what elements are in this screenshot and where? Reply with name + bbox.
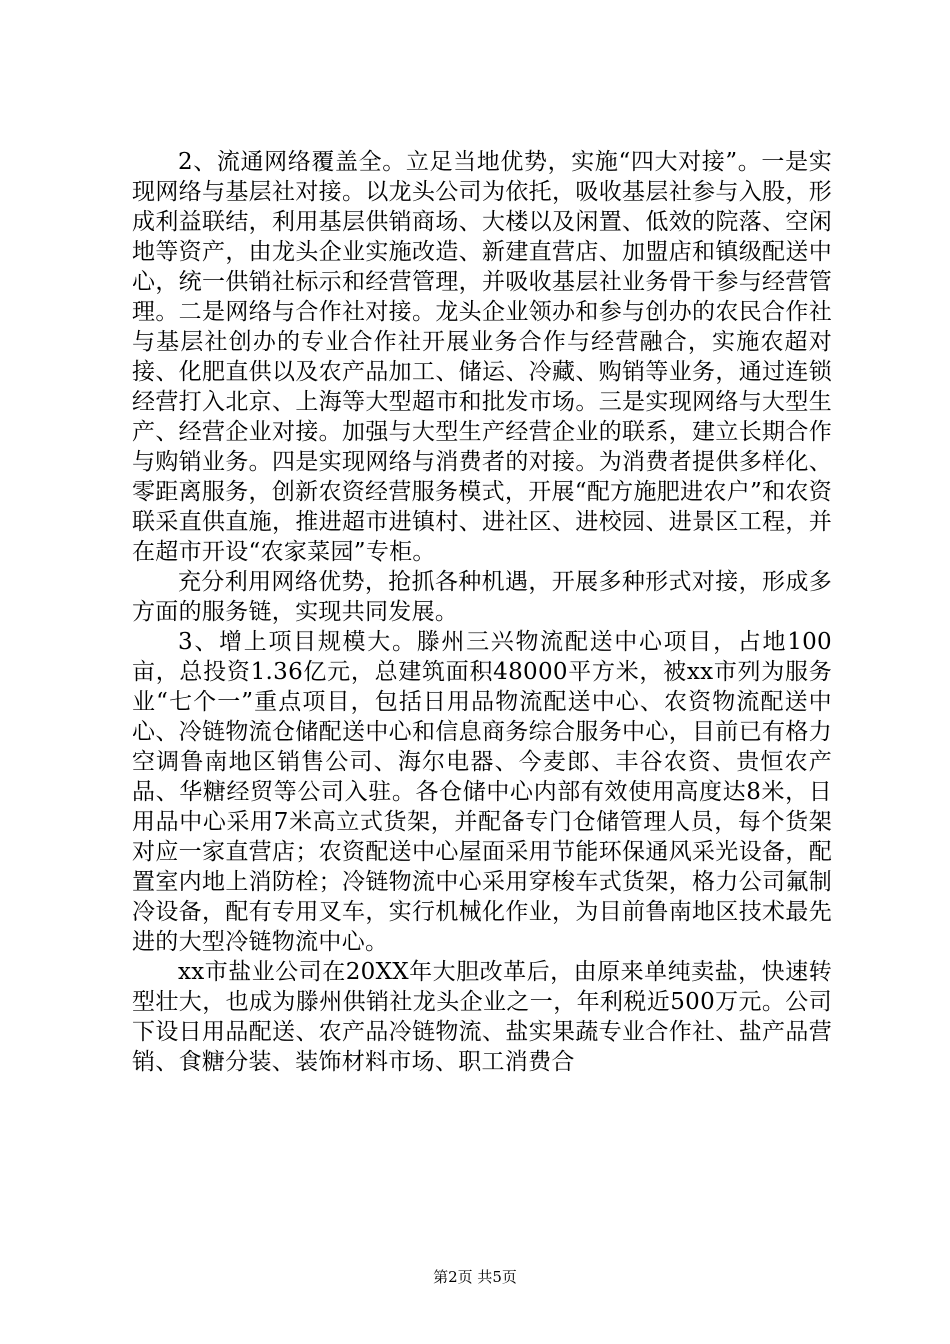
paragraph-network-coverage: 2、流通网络覆盖全。立足当地优势，实施“四大对接”。一是实现网络与基层社对接。以龙头公司为依托，吸收基层社参与入股，形成利益联结，利用基层供销商场、大楼以及闲置、低效的院落、空闲地等资产，由龙头企业实施改造、新建直营店、加盟店和镇级配送中心，统一供销社标示和经营管理，并吸收基层社业务骨干参与经营管理。二是网络与合作社对接。龙头企业领办和参与创办的农民合作社与基层社创办的专业合作社开展业务合作与经营融合，实施农超对接、化肥直供以及农产品加工、储运、冷藏、购销等业务，通过连锁经营打入北京、上海等大型超市和批发市场。三是实现网络与大型生产、经营企业对接。加强与大型生产经营企业的联系，建立长期合作与购销业务。四是实现网络与消费者的对接。为消费者提供多样化、零距离服务，创新农资经营服务模式，开展“配方施肥进农户”和农资联采直供直施，推进超市进镇村、进社区、进校园、进景区工程，并在超市开设“农家菜园”专柜。 xyxy=(132,149,832,565)
paragraph-project-scale: 3、增上项目规模大。滕州三兴物流配送中心项目，占地100亩，总投资1.36亿元，总建筑面积48000平方米，被xx市列为服务业“七个一”重点项目，包括日用品物流配送中心、农资物流配送中心、冷链物流仓储配送中心和信息商务综合服务中心，目前已有格力空调鲁南地区销售公司、海尔电器、今麦郎、丰谷农资、贵恒农产品、华糖经贸等公司入驻。各仓储中心内部有效使用高度达8米，日用品中心采用7米高立式货架，并配备专门仓储管理人员，每个货架对应一家直营店；农资配送中心屋面采用节能环保通风采光设备，配置室内地上消防栓；冷链物流中心采用穿梭车式货架，格力公司氟制冷设备，配有专用叉车，实行机械化作业，为目前鲁南地区技术最先进的大型冷链物流中心。 xyxy=(132,629,832,955)
document-body xyxy=(132,147,832,1077)
page-number-footer: 第2页 共5页 xyxy=(433,1268,517,1286)
paragraph-salt-company: xx市盐业公司在20XX年大胆改革后，由原来单纯卖盐，快速转型壮大，也成为滕州供销社龙头企业之一，年利税近500万元。公司下设日用品配送、农产品冷链物流、盐实果蔬专业合作社、盐产品营销、食糖分装、装饰材料市场、职工消费合 xyxy=(132,959,832,1075)
paragraph-network-advantage: 充分利用网络优势，抢抓各种机遇，开展多种形式对接，形成多方面的服务链，实现共同发展。 xyxy=(132,569,832,625)
